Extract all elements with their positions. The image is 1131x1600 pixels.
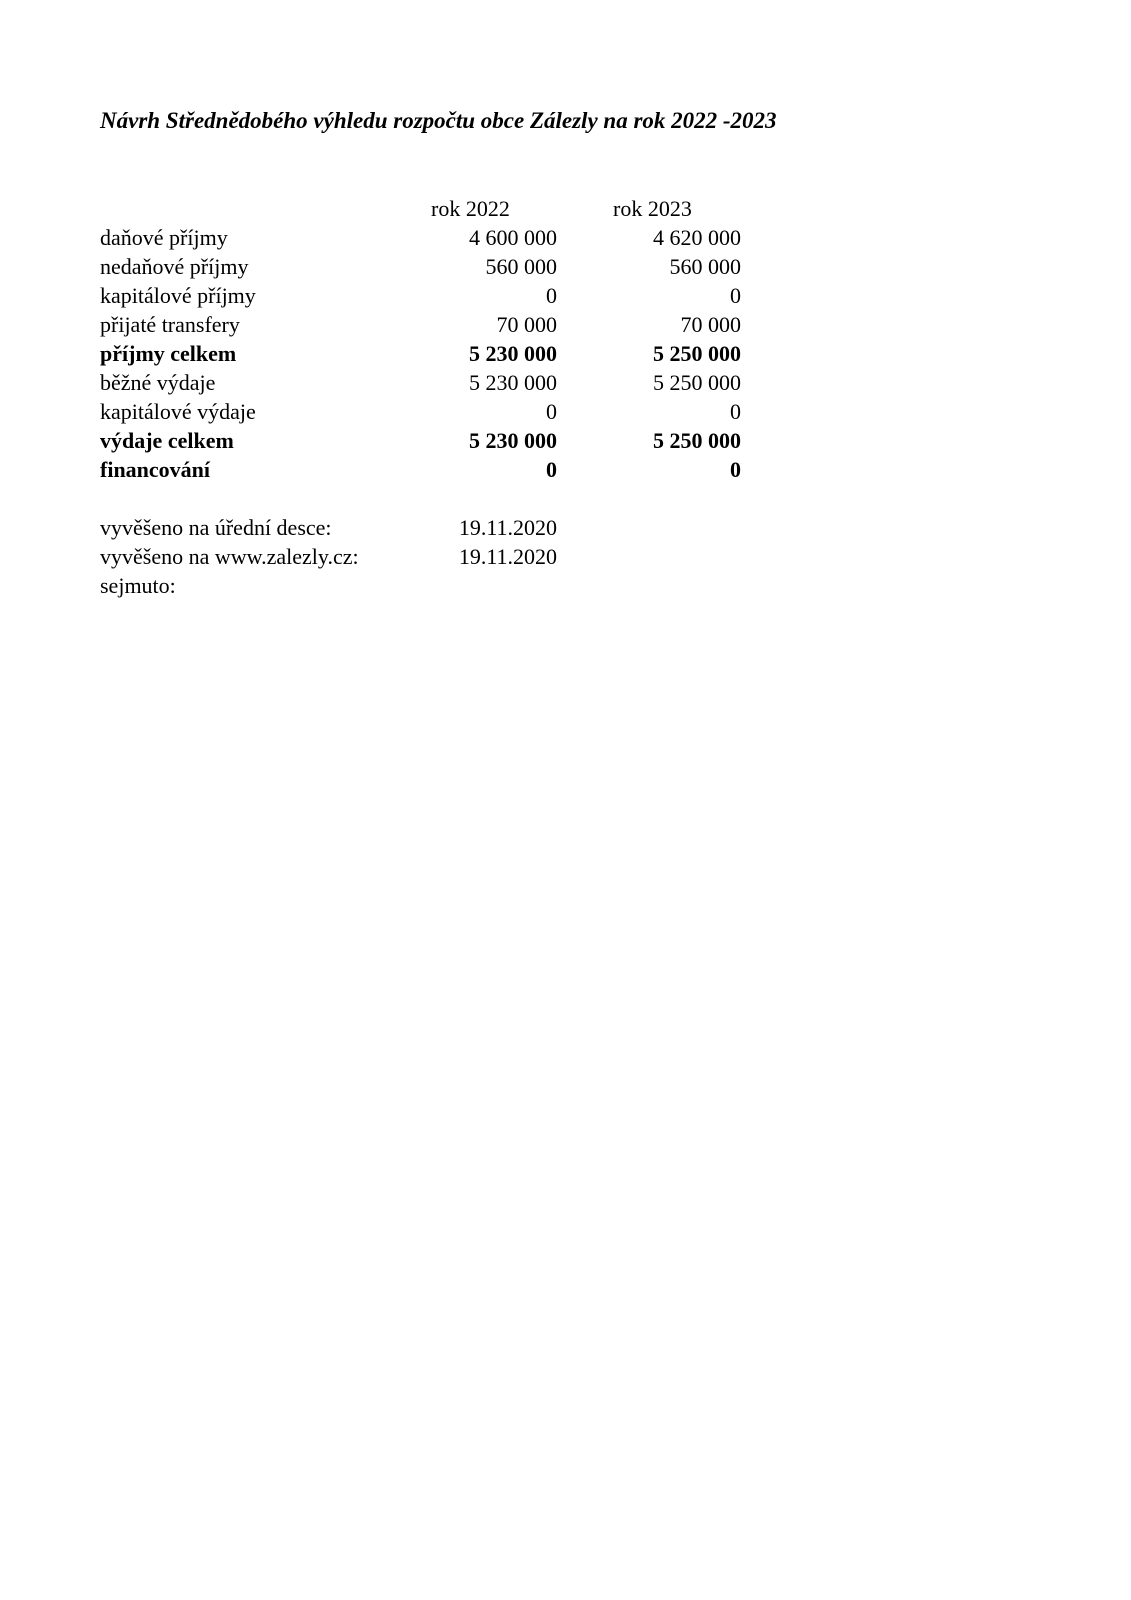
row-label: běžné výdaje [100,370,216,395]
value-2022: 0 [546,399,557,424]
posting-removed-row [0,571,1131,600]
posting-web-date: 19.11.2020 [458,544,557,569]
value-2022: 4 600 000 [469,225,557,250]
row-label: příjmy celkem [100,341,237,366]
value-2022: 560 000 [485,254,557,279]
total-row-income [0,339,1131,368]
table-row [0,368,1131,397]
page-title: Návrh Střednědobého výhledu rozpočtu obce Zálezly na rok 2022 -2023 [100,108,777,133]
total-row-financing [0,455,1131,484]
row-label: přijaté transfery [100,312,240,337]
posting-web-row [0,542,1131,571]
table-row [0,223,1131,252]
table-row [0,281,1131,310]
value-2023: 4 620 000 [653,225,741,250]
row-label: daňové příjmy [100,225,228,250]
value-2023: 5 250 000 [653,370,741,395]
table-row [0,252,1131,281]
row-label: financování [100,457,211,482]
value-2023: 560 000 [669,254,741,279]
table-row [0,397,1131,426]
posting-board-date: 19.11.2020 [458,515,557,540]
column-header-2022: rok 2022 [431,196,510,221]
column-header-2023: rok 2023 [613,196,692,221]
value-2023: 0 [730,457,741,482]
row-label: nedaňové příjmy [100,254,249,279]
value-2023: 0 [730,399,741,424]
value-2022: 5 230 000 [469,370,557,395]
value-2022: 5 230 000 [469,341,557,366]
value-2022: 5 230 000 [469,428,557,453]
row-label: výdaje celkem [100,428,234,453]
value-2022: 0 [546,457,557,482]
row-label: kapitálové příjmy [100,283,256,308]
total-row-expenses [0,426,1131,455]
table-row [0,310,1131,339]
value-2023: 5 250 000 [653,341,741,366]
posting-board-label: vyvěšeno na úřední desce: [100,515,332,540]
posting-removed-label: sejmuto: [100,573,176,598]
posting-web-label: vyvěšeno na www.zalezly.cz: [100,544,359,569]
value-2023: 5 250 000 [653,428,741,453]
value-2023: 70 000 [680,312,741,337]
value-2023: 0 [730,283,741,308]
posting-board-row [0,513,1131,542]
value-2022: 70 000 [496,312,557,337]
row-label: kapitálové výdaje [100,399,256,424]
table-header-row [0,194,1131,223]
value-2022: 0 [546,283,557,308]
